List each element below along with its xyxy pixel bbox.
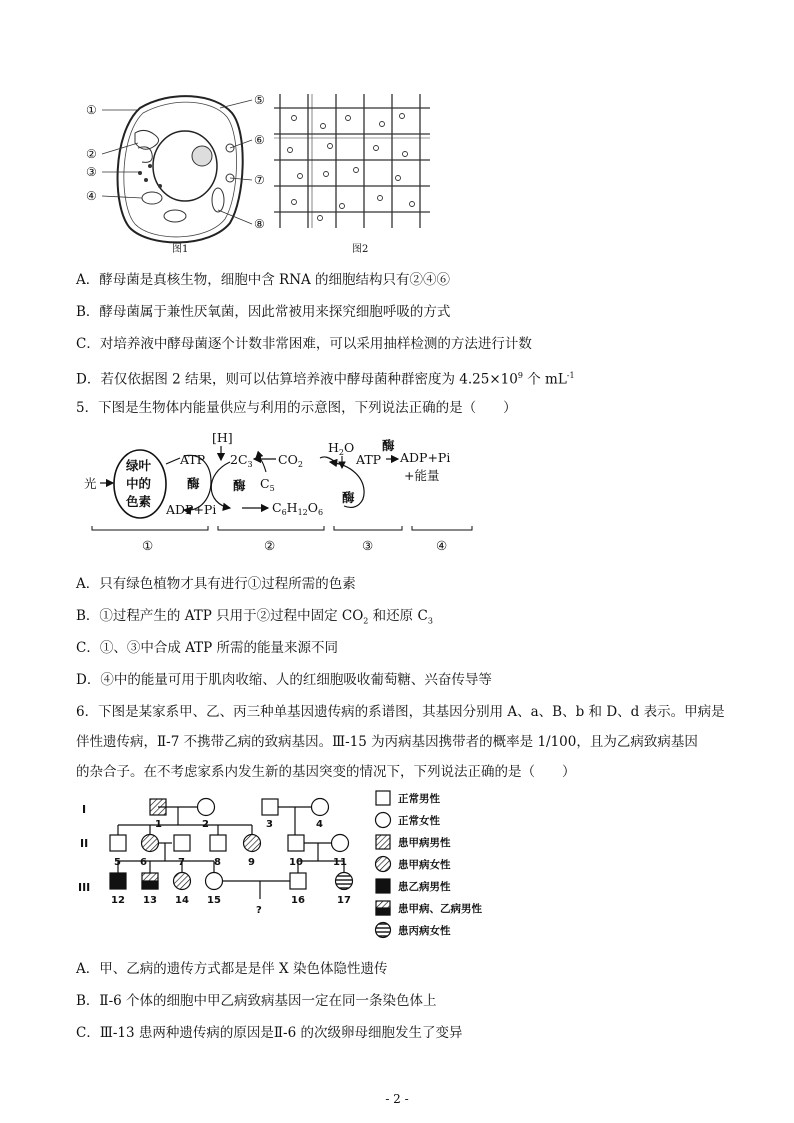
- pid-5: 5: [114, 857, 121, 868]
- h2o-sub: 2: [338, 448, 344, 457]
- c3-sub: 3: [247, 460, 253, 469]
- legend-yi-male-symbol: [376, 879, 390, 893]
- glucose-h: H: [286, 500, 298, 515]
- q6-option-b: B．Ⅱ-6 个体的细胞中甲乙病致病基因一定在同一条染色体上: [76, 993, 437, 1009]
- q4-option-a: A．酵母菌是真核生物，细胞中含 RNA 的细胞结构只有②④⑥: [76, 272, 451, 288]
- enzyme-label-4: 酶: [382, 438, 395, 453]
- legend-normal-male: 正常男性: [398, 793, 440, 805]
- c5-label: [260, 476, 275, 493]
- q6-stem-line-2: 伴性遗传病，Ⅱ-7 不携带乙病的致病基因。Ⅲ-15 为丙病基因携带者的概率是 1/100，且为乙病致病基因: [76, 734, 698, 750]
- legend-jiayi-male-symbol-black: [376, 908, 390, 915]
- gen-I: I: [82, 803, 87, 816]
- q5-option-c: C．①、③中合成 ATP 所需的能量来源不同: [76, 640, 339, 656]
- q4-option-d-unit-exp: -1: [566, 371, 575, 380]
- pid-unknown: ?: [256, 905, 262, 916]
- glucose-c: C: [272, 500, 282, 515]
- pedigree-II-10: [288, 835, 304, 851]
- pigment-line-3: 色素: [126, 494, 152, 509]
- pedigree-II-11: [332, 835, 349, 852]
- gen-III: III: [78, 881, 91, 894]
- enzyme-label-1: 酶: [187, 476, 200, 491]
- glucose-label: [272, 500, 323, 517]
- cell-label-5: ⑤: [254, 93, 265, 107]
- energy-label: +能量: [404, 468, 440, 483]
- pedigree-III-13-black: [142, 881, 158, 889]
- pedigree-I-4: [312, 799, 329, 816]
- legend-normal-female-symbol: [376, 813, 391, 828]
- c3-label: [230, 452, 253, 469]
- q5-option-b-mid: 和还原 C: [368, 608, 428, 624]
- glucose-h-sub: 12: [297, 508, 308, 517]
- cell-label-2: ②: [86, 147, 97, 161]
- pid-11: 11: [333, 857, 347, 868]
- pid-13: 13: [143, 895, 157, 906]
- pedigree-II-8: [210, 835, 226, 851]
- glucose-c-sub: 6: [281, 508, 287, 517]
- light-label: 光: [84, 476, 97, 491]
- legend-bing-female: 患丙病女性: [398, 925, 451, 937]
- q5-option-b: [76, 607, 433, 631]
- energy-diagram: [80, 428, 520, 558]
- pid-6: 6: [140, 857, 147, 868]
- pedigree-III-15: [206, 873, 223, 890]
- adp-label: ADP+Pi: [166, 502, 217, 517]
- legend-bing-female-symbol: [376, 923, 391, 938]
- q5-option-b-text: B．①过程产生的 ATP 只用于②过程中固定 CO: [76, 608, 364, 624]
- stage-2-label: ②: [264, 538, 276, 553]
- atp2-label: ATP: [356, 452, 382, 467]
- legend-jia-male: 患甲病男性: [398, 837, 451, 849]
- stage-1-label: ①: [142, 538, 154, 553]
- page-number: - 2 -: [385, 1092, 409, 1106]
- legend-jia-female: 患甲病女性: [398, 859, 451, 871]
- pid-2: 2: [202, 819, 209, 830]
- pid-17: 17: [337, 895, 351, 906]
- counting-chamber-grid: [274, 94, 430, 228]
- glucose-o: O: [307, 500, 319, 515]
- q6-option-c: C．Ⅲ-13 患两种遗传病的原因是Ⅱ-6 的次级卵母细胞发生了变异: [76, 1025, 463, 1041]
- c5-text: C: [260, 476, 270, 491]
- legend-normal-male-symbol: [376, 791, 390, 805]
- pedigree-II-9: [244, 835, 261, 852]
- pid-16: 16: [291, 895, 305, 906]
- cell-label-3: ③: [86, 165, 97, 179]
- cell-label-7: ⑦: [254, 173, 265, 187]
- pid-3: 3: [266, 819, 273, 830]
- atp-label: ATP: [180, 452, 206, 467]
- pedigree-chart: [78, 787, 518, 947]
- c5-sub: 5: [269, 484, 275, 493]
- legend-normal-female: 正常女性: [398, 815, 440, 827]
- cell-label-8: ⑧: [254, 217, 265, 231]
- legend-jia-male-symbol: [376, 835, 390, 849]
- cell-label-6: ⑥: [254, 133, 265, 147]
- glucose-o-sub: 6: [318, 508, 324, 517]
- enzyme-label-3: 酶: [342, 490, 355, 505]
- pedigree-III-12: [110, 873, 126, 889]
- stage-3-label: ③: [362, 538, 374, 553]
- q5-option-a: A．只有绿色植物才具有进行①过程所需的色素: [76, 576, 356, 592]
- q6-stem-line-1: 6．下图是某家系甲、乙、丙三种单基因遗传病的系谱图，其基因分别用 A、a、B、b 和 D、d 表示。甲病是: [76, 704, 725, 720]
- q4-option-b: B．酵母菌属于兼性厌氧菌，因此常被用来探究细胞呼吸的方式: [76, 304, 451, 320]
- q4-option-c: C．对培养液中酵母菌逐个计数非常困难，可以采用抽样检测的方法进行计数: [76, 336, 532, 352]
- h-label: [H]: [212, 430, 233, 445]
- legend-jiayi-male: 患甲病、乙病男性: [398, 903, 482, 915]
- pid-7: 7: [178, 857, 185, 868]
- pid-14: 14: [175, 895, 189, 906]
- pid-12: 12: [111, 895, 125, 906]
- q5-option-b-sub1: 2: [363, 616, 369, 626]
- h2o-h: H: [328, 440, 339, 455]
- c3-text: 2C: [230, 452, 248, 467]
- gen-II: II: [80, 837, 89, 850]
- fig2-caption: 图2: [352, 244, 369, 255]
- pid-9: 9: [248, 857, 255, 868]
- figure-1-2: [80, 88, 440, 258]
- q5-option-b-sub2: 3: [427, 616, 433, 626]
- pedigree-III-16: [290, 873, 306, 889]
- stage-4-label: ④: [436, 538, 448, 553]
- q6-stem-line-3: 的杂合子。在不考虑家系内发生新的基因突变的情况下，下列说法正确的是（ ）: [76, 764, 576, 780]
- pedigree-III-17: [336, 873, 353, 890]
- pedigree-III-14: [174, 873, 191, 890]
- legend-jia-female-symbol: [376, 857, 391, 872]
- cell-label-4: ④: [86, 189, 97, 203]
- h2o-label: [328, 440, 354, 457]
- pedigree-II-6: [142, 835, 159, 852]
- pigment-line-1: 绿叶: [126, 458, 152, 473]
- q4-option-d: [76, 367, 575, 389]
- legend-yi-male: 患乙病男性: [398, 881, 451, 893]
- pedigree-I-2: [198, 799, 215, 816]
- enzyme-label-2: 酶: [233, 478, 246, 493]
- pedigree-II-5: [110, 835, 126, 851]
- pid-1: 1: [155, 819, 162, 830]
- yeast-cell-drawing: [102, 96, 252, 242]
- q4-option-d-text: D．若仅依据图 2 结果，则可以估算培养液中酵母菌种群密度为 4.25×10: [76, 371, 518, 388]
- pid-8: 8: [214, 857, 221, 868]
- pedigree-I-1: [150, 799, 166, 815]
- adp2-label: ADP+Pi: [400, 450, 451, 465]
- pid-10: 10: [289, 857, 303, 868]
- q4-option-d-unit: 个 mL: [522, 371, 567, 388]
- q6-option-a: A．甲、乙病的遗传方式都是是伴 X 染色体隐性遗传: [76, 961, 388, 977]
- q5-option-d: D．④中的能量可用于肌肉收缩、人的红细胞吸收葡萄糖、兴奋传导等: [76, 672, 492, 688]
- pid-15: 15: [207, 895, 221, 906]
- co2-label: [278, 452, 303, 469]
- q5-stem: 5．下图是生物体内能量供应与利用的示意图，下列说法正确的是（ ）: [76, 400, 517, 416]
- pedigree-II-7: [174, 835, 190, 851]
- pedigree-I-3: [262, 799, 278, 815]
- cell-label-1: ①: [86, 103, 97, 117]
- h2o-o: O: [344, 440, 355, 455]
- co2-sub: 2: [297, 460, 303, 469]
- fig1-caption: 图1: [172, 244, 189, 255]
- pigment-line-2: 中的: [126, 476, 152, 491]
- q4-option-d-exp: 9: [517, 371, 523, 380]
- co2-text: CO: [278, 452, 298, 467]
- pid-4: 4: [316, 819, 323, 830]
